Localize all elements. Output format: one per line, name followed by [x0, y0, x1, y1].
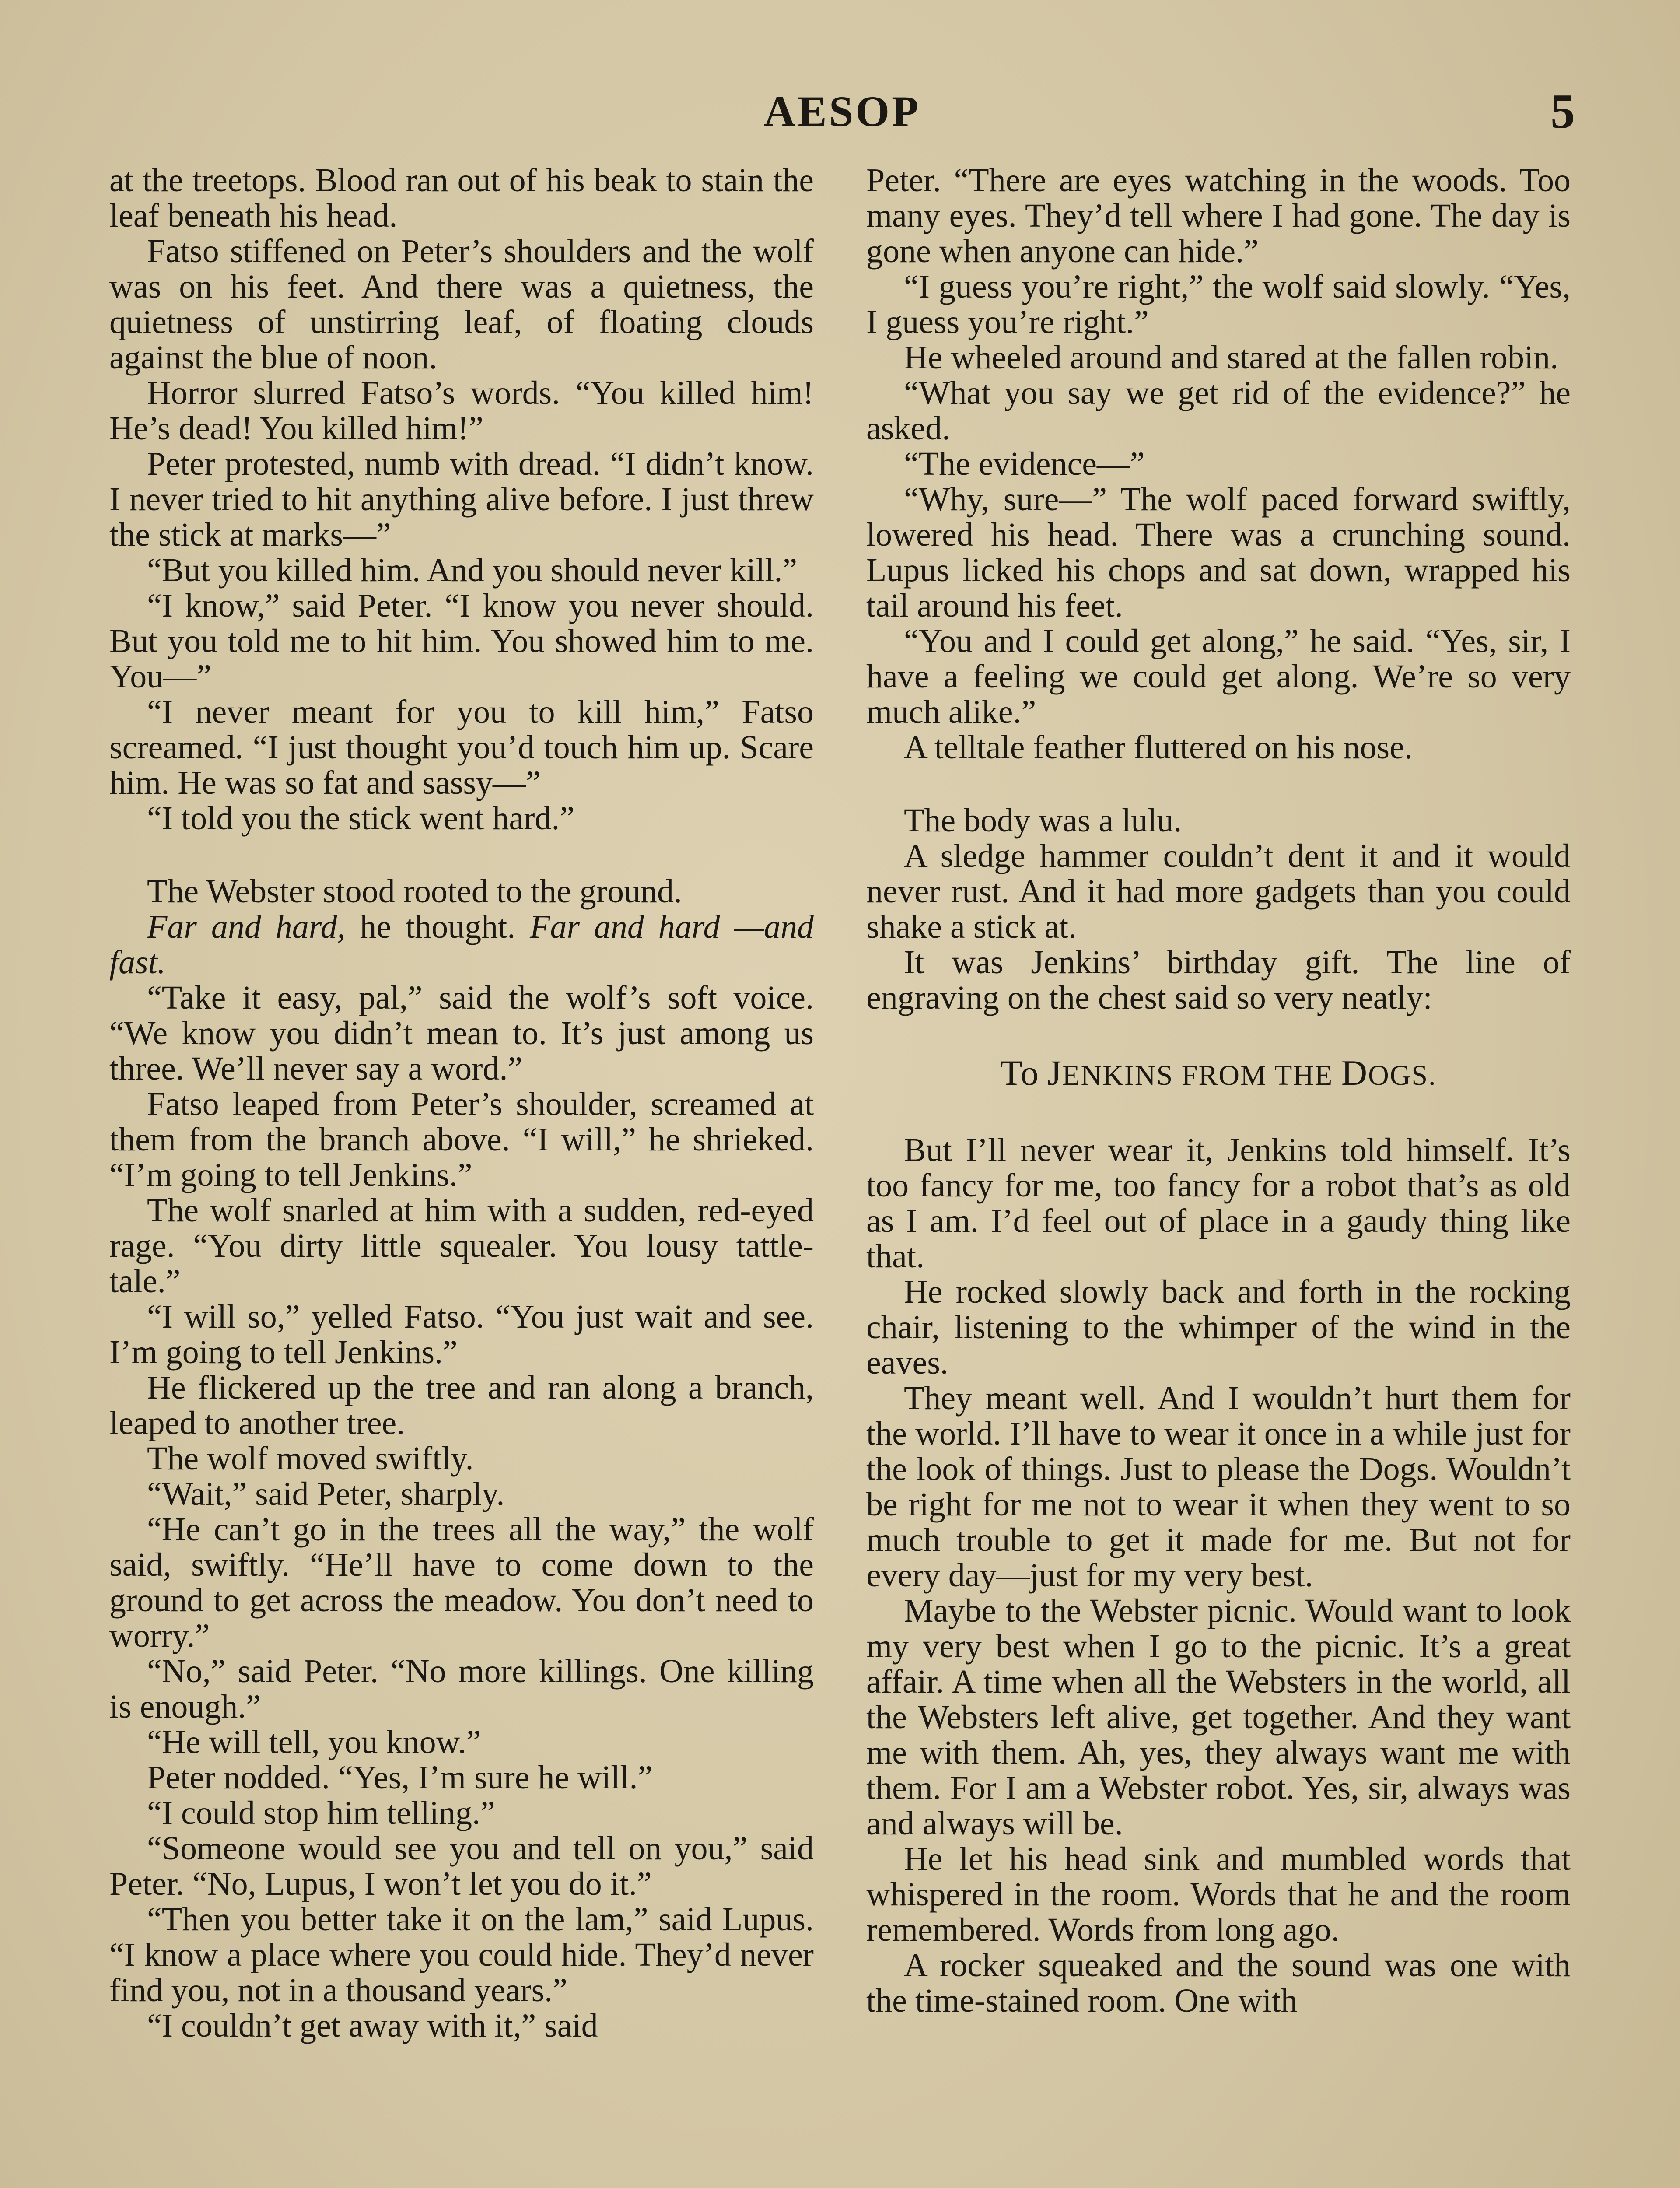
paragraph: Peter. “There are eyes watching in the woods. Too many eyes. They’d tell where I had gone. The day is gone when anyone can hide.”: [866, 162, 1571, 270]
engraving-word: To: [1000, 1053, 1040, 1093]
paragraph: He let his head sink and mumbled words that whispered in the room. Words that he and the room remembered. Words from long ago.: [866, 1841, 1571, 1948]
engraving-inscription: [866, 1055, 1571, 1093]
italic-thought-paragraph: [109, 909, 814, 980]
paragraph: “I told you the stick went hard.”: [147, 800, 575, 837]
paragraph: Peter protested, numb with dread. “I didn’t know. I never tried to hit anything alive before. I just threw the stick at marks—”: [109, 445, 814, 553]
paragraph: “I will so,” yelled Fatso. “You just wait and see. I’m going to tell Jenkins.”: [109, 1298, 814, 1371]
engraving-initial: D: [1341, 1053, 1368, 1093]
engraving-initial: J: [1047, 1053, 1063, 1093]
paragraph: “The evidence—”: [904, 445, 1145, 482]
left-column: [109, 163, 814, 2044]
engraving-smallcaps: ENKINS: [1062, 1059, 1174, 1091]
paragraph: “I know,” said Peter. “I know you never should. But you told me to hit him. You showed him to me. You—”: [109, 587, 814, 695]
paragraph: He rocked slowly back and forth in the rocking chair, listening to the whimper of the wind in the eaves.: [866, 1273, 1571, 1381]
paragraph: Fatso leaped from Peter’s shoulder, screamed at them from the branch above. “I will,” he shrieked. “I’m going to tell Jenkins.”: [109, 1086, 814, 1193]
paragraph: Horror slurred Fatso’s words. “You killed him! He’s dead! You killed him!”: [109, 375, 814, 447]
paragraph: But I’ll never wear it, Jenkins told himself. It’s too fancy for me, too fancy for a robot that’s as old as I am. I’d feel out of place in a gaudy thing like that.: [866, 1132, 1571, 1275]
paragraph: A telltale feather fluttered on his nose.: [904, 729, 1413, 766]
paragraph: “I never meant for you to kill him,” Fatso screamed. “I just thought you’d touch him up. Scare him. He was so fat and sassy—”: [109, 694, 814, 801]
paragraph: Fatso stiffened on Peter’s shoulders and the wolf was on his feet. And there was a quietness, the quietness of unstirring leaf, of floating clouds against the blue of noon.: [109, 233, 814, 376]
engraving-smallcaps: FROM THE: [1181, 1059, 1334, 1091]
engraving-smallcaps: OGS.: [1368, 1059, 1437, 1091]
paragraph: “Then you better take it on the lam,” said Lupus. “I know a place where you could hide. They’d never find you, not in a thousand years.”: [109, 1901, 814, 2009]
paragraph: “I could stop him telling.”: [147, 1795, 495, 1831]
section-break-paragraph: The Webster stood rooted to the ground.: [147, 873, 682, 910]
paragraph: Maybe to the Webster picnic. Would want to look my very best when I go to the picnic. It’s a great affair. A time when all the Websters in the world, all the Websters left alive, get together. And they want me with them. Ah, yes, they always want me with them. For I am a Webster robot. Yes, sir, always was and always will be.: [866, 1592, 1571, 1842]
page-header: [109, 83, 1575, 140]
paragraph: “I guess you’re right,” the wolf said slowly. “Yes, I guess you’re right.”: [866, 268, 1571, 340]
paragraph: A sledge hammer couldn’t dent it and it would never rust. And it had more gadgets than you could shake a stick at.: [866, 838, 1571, 945]
paragraph: “Take it easy, pal,” said the wolf’s soft voice. “We know you didn’t mean to. It’s just among us three. We’ll never say a word.”: [109, 979, 814, 1087]
paragraph: Peter nodded. “Yes, I’m sure he will.”: [147, 1759, 653, 1796]
paragraph: “No,” said Peter. “No more killings. One killing is enough.”: [109, 1653, 814, 1725]
section-break-paragraph: The body was a lulu.: [904, 802, 1182, 839]
paragraph: “You and I could get along,” he said. “Yes, sir, I have a feeling we could get along. We’re so very much alike.”: [866, 623, 1571, 730]
paragraph: He wheeled around and stared at the fallen robin.: [904, 339, 1559, 376]
paragraph: “Wait,” said Peter, sharply.: [147, 1476, 505, 1512]
paragraph: He flickered up the tree and ran along a branch, leaped to another tree.: [109, 1369, 814, 1441]
paragraph: “I couldn’t get away with it,” said: [147, 2007, 598, 2044]
italic-text: Far and hard —and fast.: [109, 908, 814, 981]
paragraph: A rocker squeaked and the sound was one with the time-stained room. One with: [866, 1947, 1571, 2019]
paragraph: “Why, sure—” The wolf paced forward swiftly, lowered his head. There was a crunching sound. Lupus licked his chops and sat down, wrapped his tail around his feet.: [866, 481, 1571, 624]
paragraph: “What you say we get rid of the evidence?” he asked.: [866, 375, 1571, 447]
running-title: AESOP: [763, 87, 921, 136]
italic-text: Far and hard,: [147, 908, 346, 945]
paragraph: The wolf snarled at him with a sudden, red-eyed rage. “You dirty little squealer. You lousy tattle-tale.”: [109, 1192, 814, 1300]
paragraph: “He will tell, you know.”: [147, 1724, 481, 1760]
plain-text: he thought.: [345, 908, 530, 945]
paragraph: “He can’t go in the trees all the way,” the wolf said, swiftly. “He’ll have to come down to the ground to get across the meadow. You don’t need to worry.”: [109, 1511, 814, 1654]
paragraph: The wolf moved swiftly.: [147, 1440, 474, 1477]
right-column: [866, 163, 1571, 2019]
paragraph: “But you killed him. And you should never kill.”: [147, 552, 798, 589]
paragraph: It was Jenkins’ birthday gift. The line of engraving on the chest said so very neatly:: [866, 944, 1571, 1016]
paragraph: at the treetops. Blood ran out of his beak to stain the leaf beneath his head.: [109, 162, 814, 234]
paragraph: “Someone would see you and tell on you,” said Peter. “No, Lupus, I won’t let you do it.”: [109, 1830, 814, 1902]
paragraph: They meant well. And I wouldn’t hurt them for the world. I’ll have to wear it once in a while just for the look of things. Just to please the Dogs. Wouldn’t be right for me not to wear it when they went to so much trouble to get it made for me. But not for every day—just for my very best.: [866, 1380, 1571, 1594]
page-number: 5: [1550, 84, 1575, 139]
